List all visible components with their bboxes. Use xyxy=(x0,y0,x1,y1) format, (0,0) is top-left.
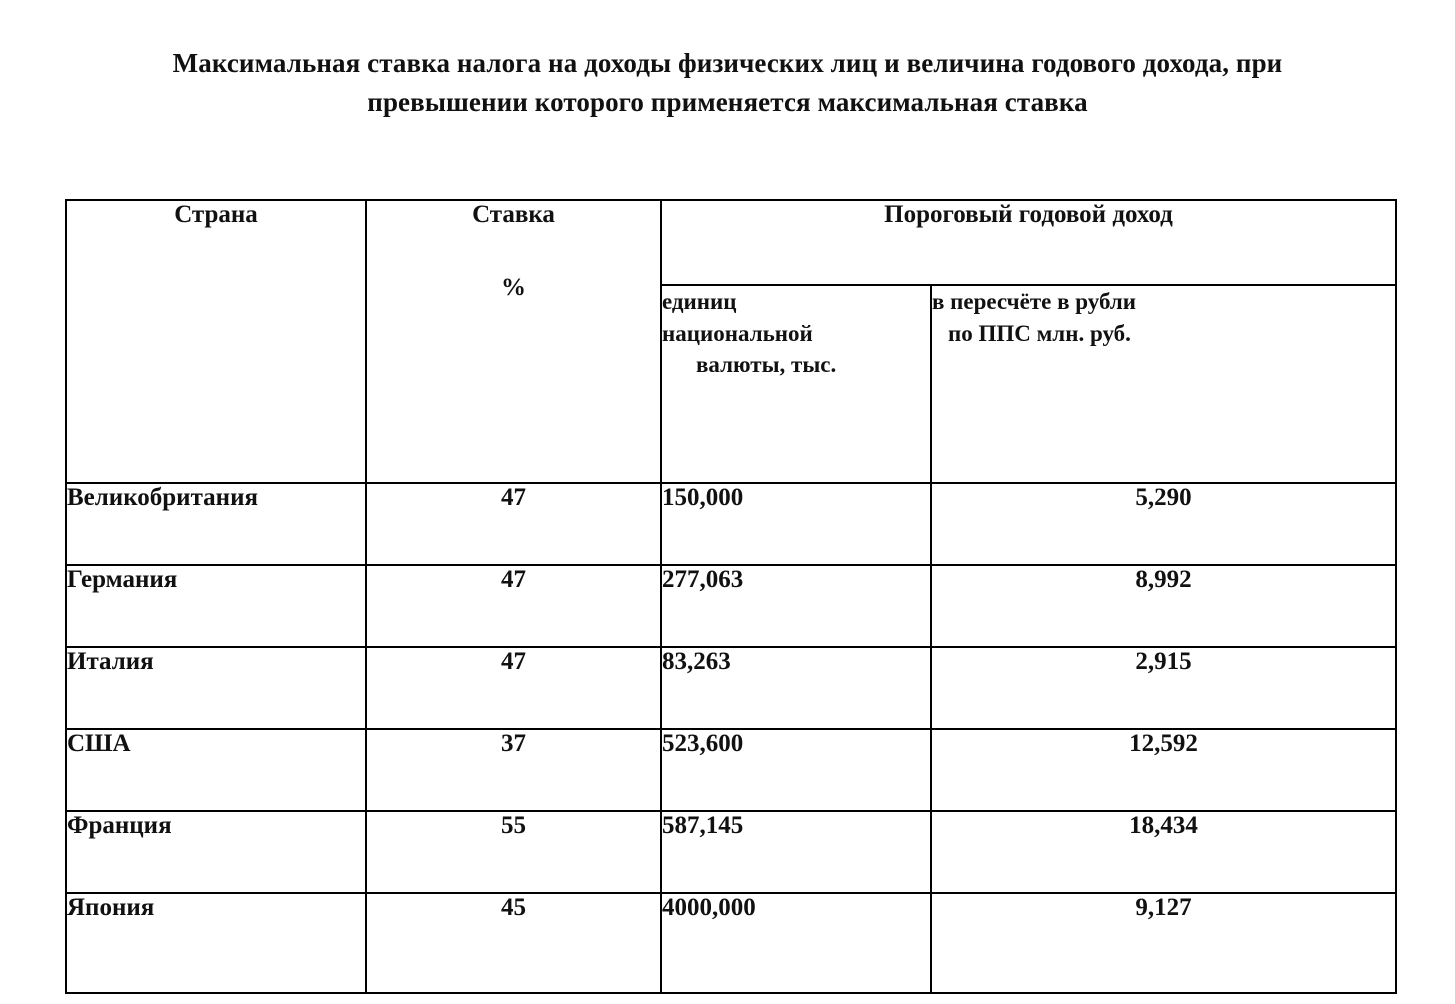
units-line-2: национальной xyxy=(662,320,813,346)
column-header-rate-label: Ставка xyxy=(472,201,555,228)
column-header-rate xyxy=(366,200,661,483)
page-title: Максимальная ставка налога на доходы физических лиц и величина годового дохода, при превышении которого применяется максимальная ставка xyxy=(172,48,1283,118)
cell-units: 83,263 xyxy=(661,647,931,729)
tax-table xyxy=(65,199,1397,994)
cell-rubles: 5,290 xyxy=(931,483,1396,565)
column-header-rubles-ppp xyxy=(931,285,1396,483)
column-header-country: Страна xyxy=(66,200,366,483)
cell-rate: 47 xyxy=(366,647,661,729)
cell-rate: 47 xyxy=(366,565,661,647)
units-line-3: валюты, тыс. xyxy=(696,352,837,378)
cell-rubles: 12,592 xyxy=(931,729,1396,811)
cell-country: Япония xyxy=(66,893,366,993)
rub-line-2: по ППС млн. руб. xyxy=(948,320,1131,346)
cell-rate: 45 xyxy=(366,893,661,993)
table-row xyxy=(66,565,1396,647)
cell-country: Франция xyxy=(66,811,366,893)
document-page xyxy=(0,44,1455,1004)
table-row xyxy=(66,811,1396,893)
cell-country: Италия xyxy=(66,647,366,729)
cell-units: 523,600 xyxy=(661,729,931,811)
cell-rate: 37 xyxy=(366,729,661,811)
cell-country: США xyxy=(66,729,366,811)
cell-units: 587,145 xyxy=(661,811,931,893)
column-header-national-currency xyxy=(661,285,931,483)
table-row xyxy=(66,893,1396,993)
cell-rate: 55 xyxy=(366,811,661,893)
table-row xyxy=(66,647,1396,729)
cell-units: 4000,000 xyxy=(661,893,931,993)
rub-line-1: в пересчёте в рубли xyxy=(932,289,1137,314)
cell-rubles: 9,127 xyxy=(931,893,1396,993)
cell-country: Германия xyxy=(66,565,366,647)
cell-rate: 47 xyxy=(366,483,661,565)
cell-units: 150,000 xyxy=(661,483,931,565)
table-row xyxy=(66,483,1396,565)
units-line-1: единиц xyxy=(662,289,737,314)
table-header xyxy=(66,200,1396,483)
column-header-threshold: Пороговый годовой доход xyxy=(661,200,1396,285)
column-header-rate-unit: % xyxy=(501,274,526,301)
table-body xyxy=(66,483,1396,993)
table-row xyxy=(66,729,1396,811)
table-header-row-1 xyxy=(66,200,1396,285)
cell-rubles: 18,434 xyxy=(931,811,1396,893)
cell-country: Великобритания xyxy=(66,483,366,565)
cell-rubles: 8,992 xyxy=(931,565,1396,647)
tax-table-container xyxy=(65,199,1395,994)
cell-units: 277,063 xyxy=(661,565,931,647)
cell-rubles: 2,915 xyxy=(931,647,1396,729)
